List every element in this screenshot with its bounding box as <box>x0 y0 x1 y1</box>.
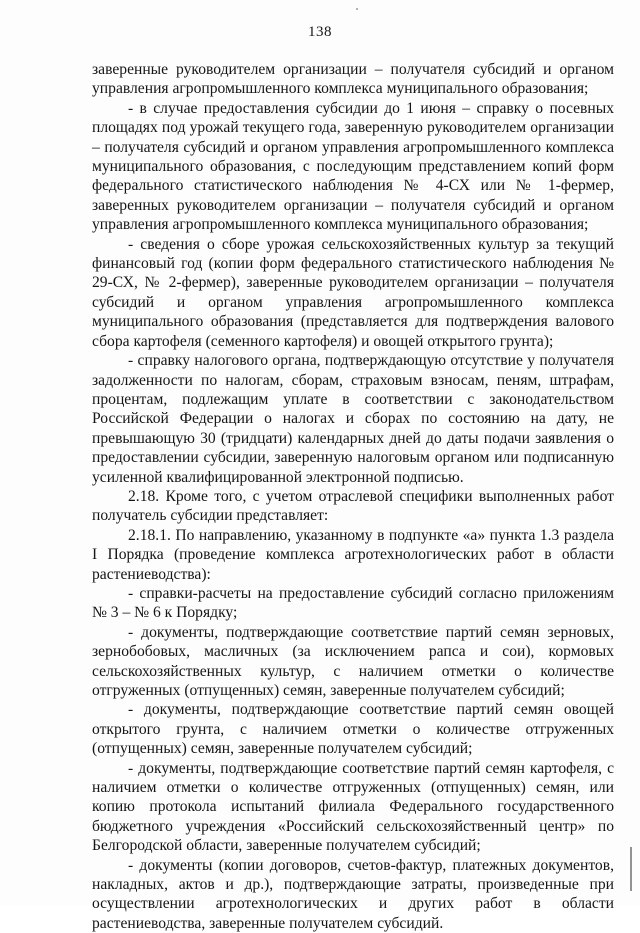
paragraph-calc-certificates: - справки-расчеты на предоставление субсидий согласно приложениям № 3 – № 6 к Порядку; <box>92 584 614 622</box>
paragraph-continuation: заверенные руководителем организации – получателя субсидий и органом управления агропромышленного комплекса муниципального образования; <box>92 61 614 98</box>
paragraph-vegetable-seeds: - документы, подтверждающие соответствие партий семян овощей открытого грунта, с наличием отметки о количестве отгруженных (отпущенных) семян, заверенные получателем субсидий; <box>92 701 614 758</box>
page-number: 138 <box>308 24 332 40</box>
scan-speck <box>356 8 358 10</box>
scan-edge-mark <box>630 847 632 891</box>
paragraph-cost-documents: - документы (копии договоров, счетов-фактур, платежных документов, накладных, актов и др.), подтверждающие затраты, произведенные при осуществлении агротехнологических и других работ в области растениеводства, заверенные получателем субсидий. <box>92 856 614 932</box>
paragraph-potato-seeds: - документы, подтверждающие соответствие партий семян картофеля, с наличием отметки о количестве отгруженных (отпущенных) семян, или копию протокола испытаний филиала Федерального государственного бюджетного учреждения «Российский сельскохозяйственный центр» по Белгородской области, заверенные получателем субсидий; <box>92 759 614 855</box>
paragraph-tax-certificate: - справку налогового органа, подтверждающую отсутствие у получателя задолженности по налогам, сборам, страховым взносам, пеням, штрафам, процентам, подлежащим уплате в соответствии с законодательством Российской Федерации о налогах и сборах по состоянию на дату, не превышающую 30 (тридцати) календарных дней до даты подачи заявления о предоставлении субсидии, заверенную налоговым органом или подписанную усиленной квалифицированной электронной подписью. <box>92 352 614 486</box>
paragraph-harvest-info: - сведения о сборе урожая сельскохозяйственных культур за текущий финансовый год (копии форм федерального статистического наблюдения № 29-СХ, № 2-фермер), заверенные руководителем организации – получателя субсидий и органом управления агропромышленного комплекса муниципального образования (представляется для подтверждения валового сбора картофеля (семенного картофеля) и овощей открытого грунта); <box>92 235 614 350</box>
paragraph-2-18: 2.18. Кроме того, с учетом отраслевой специфики выполненных работ получатель субсидии представляет: <box>92 487 614 525</box>
document-body <box>92 60 614 933</box>
paragraph-grain-seeds: - документы, подтверждающие соответствие партий семян зерновых, зернобобовых, масличных (за исключением рапса и сои), кормовых сельскохозяйственных культур, с наличием отметки о количестве отгруженных (отпущенных) семян, заверенные получателем субсидий; <box>92 623 614 699</box>
paragraph-2-18-1: 2.18.1. По направлению, указанному в подпункте «а» пункта 1.3 раздела I Порядка (проведение комплекса агротехнологических работ в области растениеводства): <box>92 526 614 583</box>
paragraph-sown-area-certificate: - в случае предоставления субсидии до 1 июня – справку о посевных площадях под урожай текущего года, заверенную руководителем организации – получателя субсидий и органом управления агропромышленного комплекса муниципального образования, с последующим представлением копий форм федерального статистического наблюдения № 4-СХ или № 1-фермер, заверенных руководителем организации – получателя субсидий и органом управления агропромышленного комплекса муниципального образования; <box>92 99 614 234</box>
